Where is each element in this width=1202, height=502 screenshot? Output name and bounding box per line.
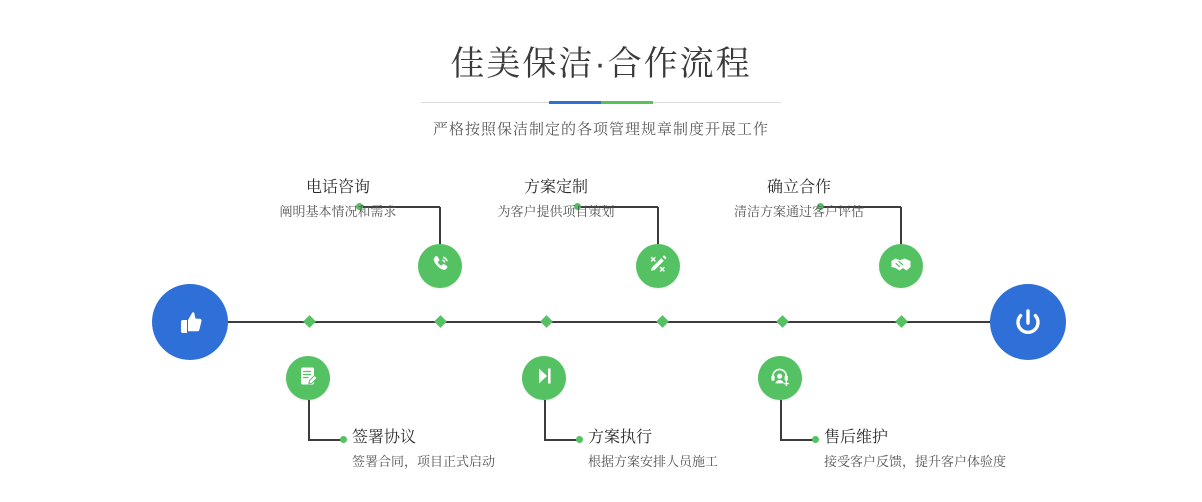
step-node-6[interactable]	[758, 356, 802, 400]
step-title-3: 方案定制	[523, 179, 588, 196]
step-node-5[interactable]	[879, 244, 923, 288]
axis-marker	[656, 315, 669, 328]
axis-marker	[303, 315, 316, 328]
thumbs-up-icon	[170, 302, 210, 342]
step-desc-4: 根据方案安排人员施工	[588, 454, 719, 469]
step-node-4[interactable]	[522, 356, 566, 400]
step-node-3[interactable]	[636, 244, 680, 288]
page-header	[0, 0, 1202, 139]
step-desc-3: 为客户提供项目策划	[497, 204, 615, 219]
axis-marker	[540, 315, 553, 328]
axis-marker	[434, 315, 447, 328]
step-title-6: 售后维护	[824, 429, 889, 446]
power-icon	[1008, 302, 1048, 342]
step-label-4	[588, 428, 718, 472]
axis-marker	[776, 315, 789, 328]
connector-stem-5	[900, 207, 902, 244]
axis-marker	[895, 315, 908, 328]
connector-stem-6	[780, 400, 782, 440]
connector-stem-4	[544, 400, 546, 440]
plan-pencil-icon	[645, 251, 671, 282]
phone-call-icon	[427, 251, 453, 282]
connector-stem-1	[439, 207, 441, 244]
step-desc-1: 阐明基本情况和需求	[279, 204, 397, 219]
step-title-2: 签署协议	[352, 429, 417, 446]
step-label-3	[466, 178, 646, 222]
step-title-1: 电话咨询	[305, 179, 370, 196]
page-subtitle: 严格按照保洁制定的各项管理规章制度开展工作	[432, 121, 769, 138]
step-label-5	[709, 178, 889, 222]
step-label-1	[248, 178, 428, 222]
handshake-icon	[888, 251, 914, 282]
contract-sign-icon	[295, 363, 321, 394]
flow-end-badge	[990, 284, 1066, 360]
flow-start-badge	[152, 284, 228, 360]
connector-dot-2	[340, 436, 347, 443]
connector-dot-6	[812, 436, 819, 443]
play-execute-icon	[531, 363, 557, 394]
connector-arm-6	[780, 439, 816, 441]
connector-arm-2	[308, 439, 344, 441]
process-flow-diagram	[0, 150, 1202, 502]
step-desc-2: 签署合同，项目正式启动	[352, 454, 496, 469]
step-desc-6: 接受客户反馈，提升客户体验度	[824, 454, 1007, 469]
customer-service-icon	[767, 363, 793, 394]
step-title-4: 方案执行	[588, 429, 653, 446]
divider-accent-blue	[549, 101, 601, 104]
step-title-5: 确立合作	[766, 179, 831, 196]
step-node-2[interactable]	[286, 356, 330, 400]
connector-stem-3	[657, 207, 659, 244]
title-divider	[421, 101, 781, 104]
connector-arm-4	[544, 439, 580, 441]
page-title: 佳美保洁·合作流程	[450, 45, 752, 83]
connector-dot-4	[576, 436, 583, 443]
step-node-1[interactable]	[418, 244, 462, 288]
step-desc-5: 清洁方案通过客户评估	[733, 204, 864, 219]
step-label-6	[824, 428, 1006, 472]
step-label-2	[352, 428, 495, 472]
divider-accent-green	[601, 101, 653, 104]
connector-stem-2	[308, 400, 310, 440]
